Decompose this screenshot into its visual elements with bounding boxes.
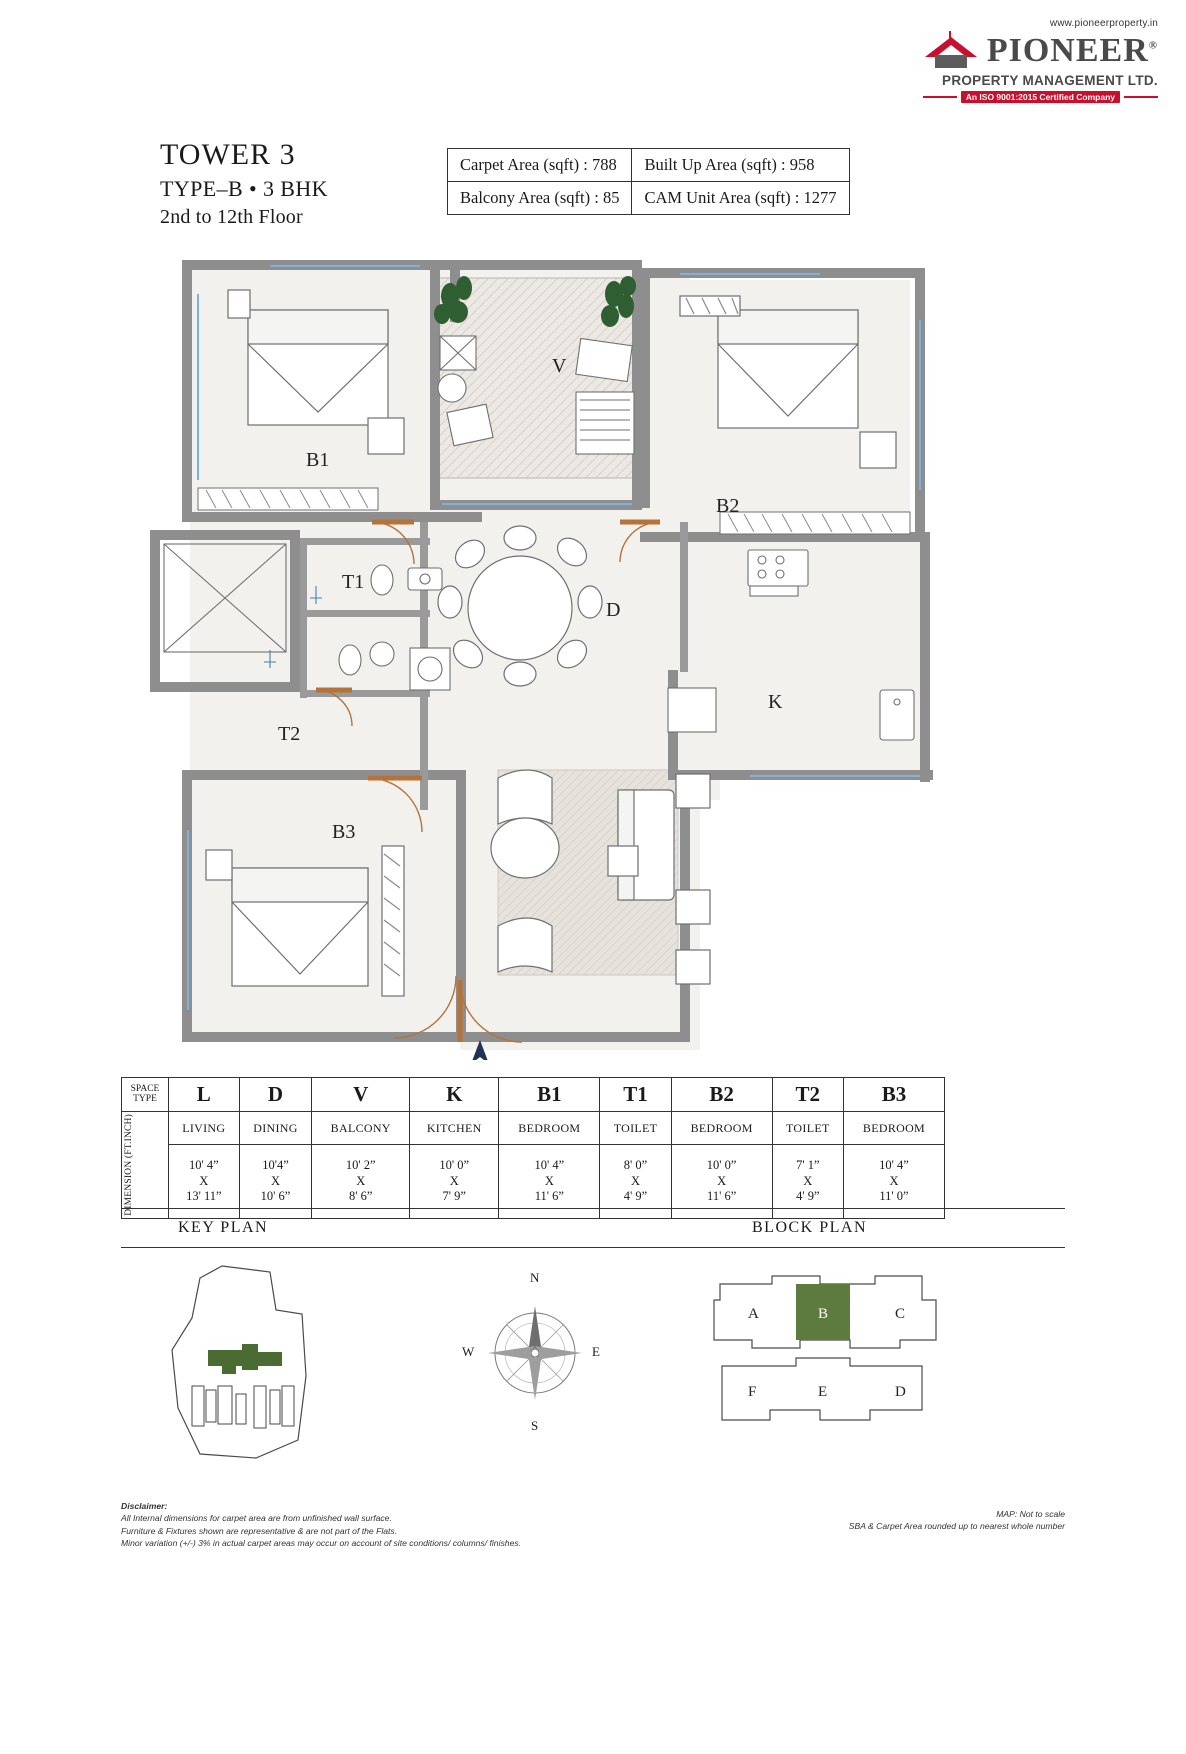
cam-unit-area-cell: CAM Unit Area (sqft) : 1277 bbox=[632, 182, 849, 215]
area-summary-table bbox=[447, 148, 850, 215]
label-d: D bbox=[606, 599, 621, 621]
code-k: K bbox=[410, 1078, 499, 1112]
brand-name-text: PIONEER bbox=[986, 32, 1149, 69]
table-row bbox=[448, 182, 850, 215]
compass-rose-icon bbox=[460, 1278, 610, 1428]
compass-south: S bbox=[531, 1418, 539, 1433]
tower-name: TOWER 3 bbox=[160, 138, 296, 171]
house-roof-logo-icon bbox=[921, 31, 981, 71]
key-plan-title: KEY PLAN bbox=[178, 1219, 269, 1236]
registered-mark: ® bbox=[1148, 39, 1158, 52]
iso-certification: An ISO 9001:2015 Certified Company bbox=[961, 91, 1120, 103]
brand-tagline: PROPERTY MANAGEMENT LTD. bbox=[942, 73, 1158, 88]
meas-v: 10' 2” X 8' 6” bbox=[312, 1145, 410, 1219]
plan-title bbox=[160, 138, 328, 229]
code-d: D bbox=[239, 1078, 312, 1112]
meas-t1: 8' 0” X 4' 9” bbox=[600, 1145, 671, 1219]
meas-b1: 10' 4” X 11' 6” bbox=[499, 1145, 600, 1219]
floor-range: 2nd to 12th Floor bbox=[160, 206, 303, 228]
meas-d: 10'4” X 10' 6” bbox=[239, 1145, 312, 1219]
table-row bbox=[448, 149, 850, 182]
brand-logo bbox=[828, 18, 1158, 103]
use-t1: TOILET bbox=[600, 1112, 671, 1145]
map-note-line-2: SBA & Carpet Area rounded up to nearest whole number bbox=[848, 1521, 1065, 1532]
dimension-table-wrap bbox=[121, 1077, 945, 1219]
label-b2: B2 bbox=[716, 495, 740, 517]
table-row-codes bbox=[122, 1078, 945, 1112]
use-l: LIVING bbox=[169, 1112, 240, 1145]
balcony-area-cell: Balcony Area (sqft) : 85 bbox=[448, 182, 632, 215]
floor-plan-drawing bbox=[120, 250, 1000, 1060]
label-t1: T1 bbox=[342, 571, 365, 593]
key-plan-map bbox=[130, 1258, 370, 1488]
disclaimer-heading: Disclaimer: bbox=[121, 1501, 168, 1511]
code-b3: B3 bbox=[843, 1078, 944, 1112]
use-b1: BEDROOM bbox=[499, 1112, 600, 1145]
use-d: DINING bbox=[239, 1112, 312, 1145]
dimension-table bbox=[121, 1077, 945, 1219]
use-k: KITCHEN bbox=[410, 1112, 499, 1145]
label-v: V bbox=[552, 355, 567, 377]
code-t2: T2 bbox=[772, 1078, 843, 1112]
map-note bbox=[849, 1508, 1065, 1533]
meas-b3: 10' 4” X 11' 0” bbox=[843, 1145, 944, 1219]
code-t1: T1 bbox=[600, 1078, 671, 1112]
meas-t2: 7' 1” X 4' 9” bbox=[772, 1145, 843, 1219]
use-v: BALCONY bbox=[312, 1112, 410, 1145]
map-note-line-1: MAP: Not to scale bbox=[996, 1509, 1065, 1519]
block-f: F bbox=[748, 1384, 757, 1400]
iso-bar-left bbox=[923, 96, 957, 98]
block-b: B bbox=[818, 1306, 829, 1322]
compass-east: E bbox=[592, 1344, 600, 1359]
compass-north: N bbox=[530, 1270, 540, 1285]
space-type-header bbox=[122, 1078, 169, 1112]
disclaimer-line-3: Minor variation (+/-) 3% in actual carpet areas may occur on account of site conditions/ columns/ finishes. bbox=[121, 1538, 522, 1549]
iso-bar-right bbox=[1124, 96, 1158, 98]
divider-bottom bbox=[121, 1247, 1065, 1248]
disclaimer bbox=[121, 1500, 521, 1550]
builtup-area-cell: Built Up Area (sqft) : 958 bbox=[632, 149, 849, 182]
block-plan-title: BLOCK PLAN bbox=[752, 1219, 868, 1236]
use-b3: BEDROOM bbox=[843, 1112, 944, 1145]
code-l: L bbox=[169, 1078, 240, 1112]
block-a: A bbox=[748, 1306, 759, 1322]
use-t2: TOILET bbox=[772, 1112, 843, 1145]
code-v: V bbox=[312, 1078, 410, 1112]
disclaimer-line-1: All Internal dimensions for carpet area are from unfinished wall surface. bbox=[121, 1513, 392, 1524]
brand-name bbox=[987, 34, 1158, 68]
use-b2: BEDROOM bbox=[671, 1112, 772, 1145]
disclaimer-line-2: Furniture & Fixtures shown are representative & are not part of the Flats. bbox=[121, 1525, 398, 1536]
block-e: E bbox=[818, 1384, 828, 1400]
carpet-area-cell: Carpet Area (sqft) : 788 bbox=[448, 149, 632, 182]
space-type-header-text: SPACE TYPE bbox=[130, 1083, 160, 1104]
block-c: C bbox=[895, 1306, 906, 1322]
meas-k: 10' 0” X 7' 9” bbox=[410, 1145, 499, 1219]
unit-type: TYPE–B • 3 BHK bbox=[160, 176, 328, 201]
block-plan-map bbox=[700, 1270, 950, 1430]
label-k: K bbox=[768, 691, 783, 713]
brand-website: www.pioneerproperty.in bbox=[1049, 18, 1158, 29]
compass-rose bbox=[460, 1270, 610, 1433]
code-b2: B2 bbox=[671, 1078, 772, 1112]
dimension-header-text: DIMENSION (FT.INCH) bbox=[124, 1114, 134, 1216]
table-row-uses bbox=[122, 1112, 945, 1145]
meas-l: 10' 4” X 13' 11” bbox=[169, 1145, 240, 1219]
compass-west: W bbox=[462, 1344, 475, 1359]
dimension-header bbox=[122, 1112, 169, 1219]
label-t2: T2 bbox=[278, 723, 301, 745]
block-d: D bbox=[895, 1384, 906, 1400]
divider-top bbox=[121, 1208, 1065, 1209]
code-b1: B1 bbox=[499, 1078, 600, 1112]
label-b3: B3 bbox=[332, 821, 356, 843]
label-b1: B1 bbox=[306, 449, 330, 471]
meas-b2: 10' 0” X 11' 6” bbox=[671, 1145, 772, 1219]
